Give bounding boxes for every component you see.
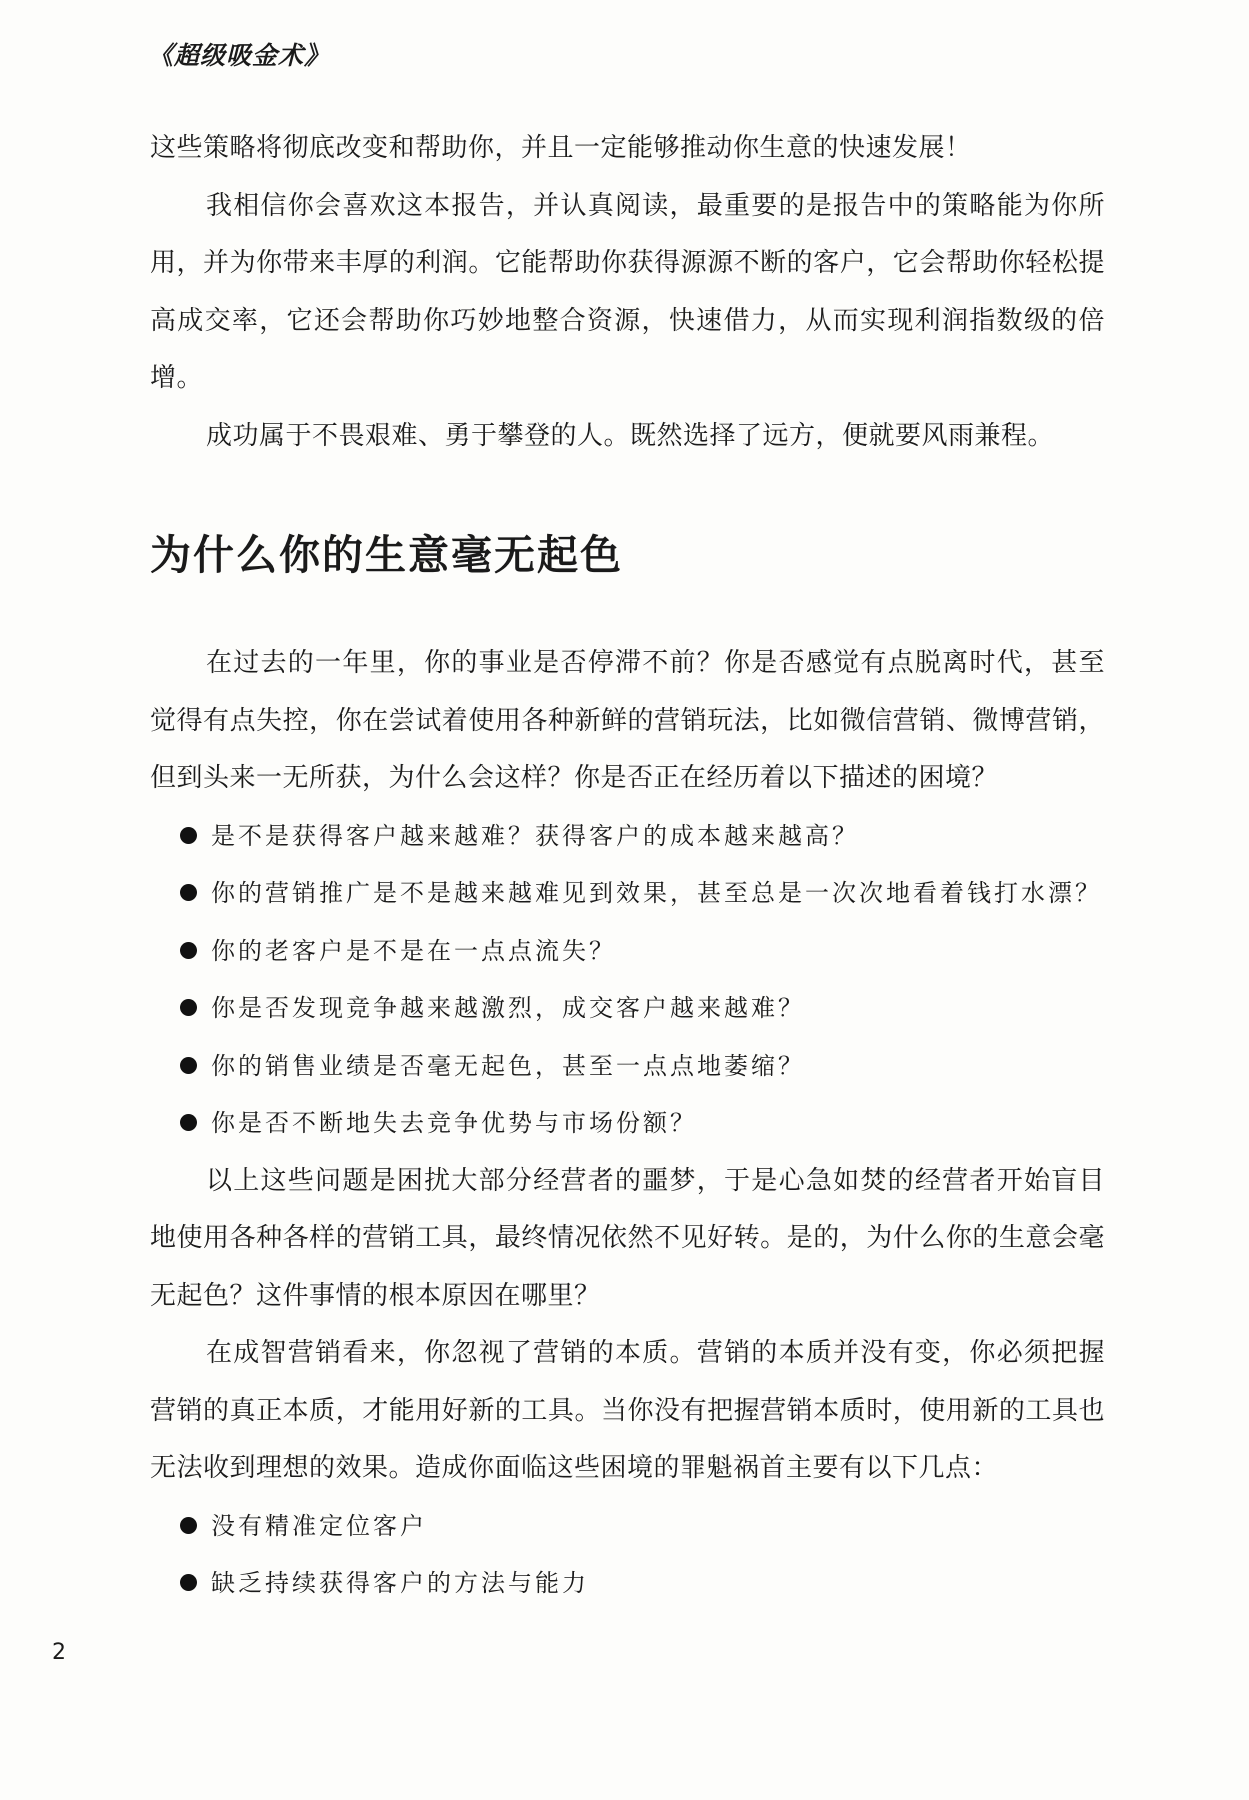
page-number: 2 <box>52 1640 66 1665</box>
section-paragraph-3: 在成智营销看来，你忽视了营销的本质。营销的本质并没有变，你必须把握营销的真正本质，才能用好新的工具。当你没有把握营销本质时，使用新的工具也无法收到理想的效果。造成你面临这些困境的罪魁祸首主要有以下几点： <box>150 1338 1105 1483</box>
bullet-dot-icon <box>180 827 197 844</box>
problem-list <box>150 808 1105 1153</box>
list-item-text: 你的老客户是不是在一点点流失？ <box>211 936 616 965</box>
list-item-text: 你是否不断地失去竞争优势与市场份额？ <box>211 1109 697 1137</box>
bullet-dot-icon <box>180 1574 197 1591</box>
intro-paragraph-1: 这些策略将彻底改变和帮助你，并且一定能够推动你生意的快速发展！ <box>150 133 972 163</box>
running-title: 《超级吸金术》 <box>148 41 331 70</box>
list-item <box>150 865 1105 923</box>
bullet-dot-icon <box>180 1057 197 1074</box>
list-item-text: 是不是获得客户越来越难？获得客户的成本越来越高？ <box>211 821 859 850</box>
intro-paragraph-2: 我相信你会喜欢这本报告，并认真阅读，最重要的是报告中的策略能为你所用，并为你带来丰厚的利润。它能帮助你获得源源不断的客户，它会帮助你轻松提高成交率，它还会帮助你巧妙地整合资源，快速借力，从而实现利润指数级的倍增。 <box>150 190 1105 393</box>
intro-paragraph-3: 成功属于不畏艰难、勇于攀登的人。既然选择了远方，便就要风雨兼程。 <box>206 420 1055 451</box>
list-item <box>150 923 1105 981</box>
bullet-dot-icon <box>180 1517 197 1534</box>
cause-list <box>150 1498 1105 1613</box>
bullet-dot-icon <box>180 1114 197 1131</box>
list-item <box>150 1038 1105 1096</box>
section-paragraph-2: 以上这些问题是困扰大部分经营者的噩梦，于是心急如焚的经营者开始盲目地使用各种各样的营销工具，最终情况依然不见好转。是的，为什么你的生意会毫无起色？这件事情的根本原因在哪里？ <box>150 1165 1105 1311</box>
list-item <box>150 808 1105 866</box>
list-item <box>150 1095 1105 1153</box>
list-item-text: 你是否发现竞争越来越激烈，成交客户越来越难？ <box>211 994 805 1022</box>
list-item-text: 缺乏持续获得客户的方法与能力 <box>211 1569 589 1597</box>
bullet-dot-icon <box>180 999 197 1016</box>
bullet-dot-icon <box>180 884 197 901</box>
section-paragraph-1: 在过去的一年里，你的事业是否停滞不前？你是否感觉有点脱离时代，甚至觉得有点失控，你在尝试着使用各种新鲜的营销玩法，比如微信营销、微博营销，但到头来一无所获，为什么会这样？你是否正在经历着以下描述的困境？ <box>150 648 1105 793</box>
page-content <box>150 120 1105 1613</box>
list-item <box>150 1498 1105 1556</box>
list-item <box>150 980 1105 1038</box>
list-item-text: 你的销售业绩是否毫无起色，甚至一点点地萎缩？ <box>211 1051 805 1080</box>
list-item-text: 你的营销推广是不是越来越难见到效果，甚至总是一次次地看着钱打水漂？ <box>211 879 1102 907</box>
bullet-dot-icon <box>180 942 197 959</box>
section-heading: 为什么你的生意毫无起色 <box>150 531 623 579</box>
list-item-text: 没有精准定位客户 <box>211 1511 427 1540</box>
list-item <box>150 1555 1105 1613</box>
